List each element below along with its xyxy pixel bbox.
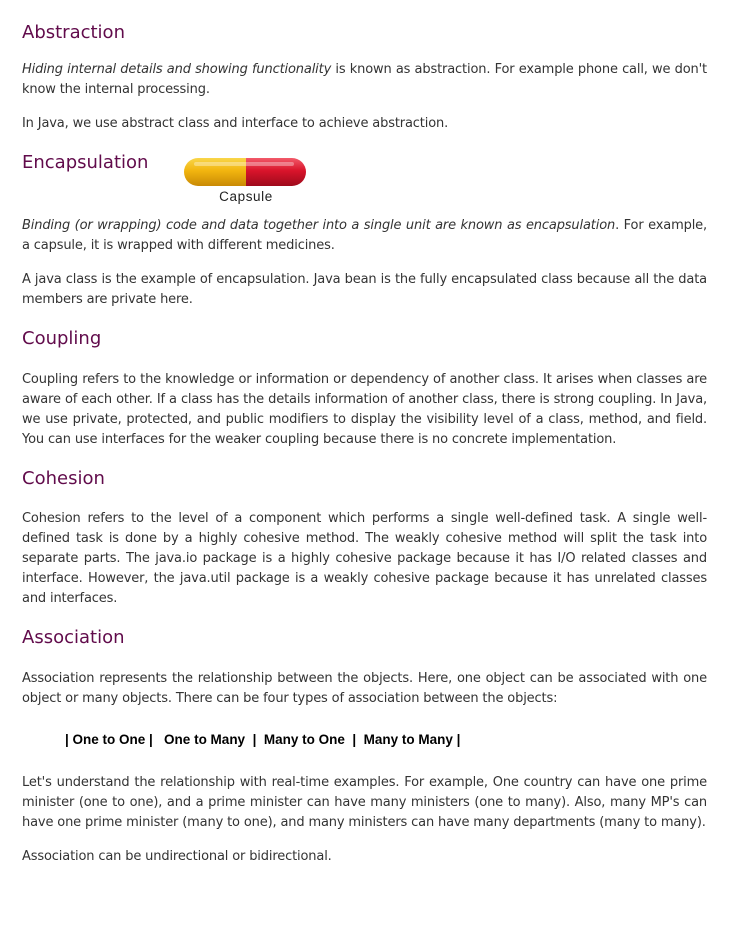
heading-coupling: Coupling bbox=[22, 328, 102, 349]
abstraction-paragraph-2: In Java, we use abstract class and interface to achieve abstraction. bbox=[22, 116, 449, 131]
heading-encapsulation: Encapsulation bbox=[22, 152, 149, 173]
capsule-pill-icon bbox=[184, 156, 308, 190]
heading-cohesion: Cohesion bbox=[22, 468, 105, 489]
abstraction-definition: Hiding internal details and showing functionality bbox=[22, 62, 332, 77]
encapsulation-paragraph-2: A java class is the example of encapsulation. Java bean is the fully encapsulated class because all the data members are private here. bbox=[22, 272, 707, 307]
abstraction-paragraph-1 bbox=[22, 60, 707, 100]
encapsulation-example: . For example, a capsule, it is wrapped with different medicines. bbox=[22, 218, 707, 253]
capsule-image bbox=[184, 156, 308, 208]
heading-association: Association bbox=[22, 627, 125, 648]
association-types: | One to One | One to Many | Many to One | Many to Many | bbox=[65, 732, 461, 747]
heading-abstraction: Abstraction bbox=[22, 22, 125, 43]
encapsulation-paragraph-1 bbox=[22, 216, 707, 256]
encapsulation-definition: Binding (or wrapping) code and data together into a single unit are known as encapsulation bbox=[22, 218, 616, 233]
capsule-label: Capsule bbox=[219, 189, 273, 204]
association-paragraph-2: Let's understand the relationship with real-time examples. For example, One country can have one prime minister (one to one), and a prime minister can have many ministers (one to many). Also, many MP's can have one prime minister (many to one), and many ministers can have many departments (many to many). bbox=[22, 775, 707, 830]
coupling-paragraph: Coupling refers to the knowledge or information or dependency of another class. It arises when classes are aware of each other. If a class has the details information of another class, there is strong coupling. In Java, we use private, protected, and public modifiers to display the visibility level of a class, method, and field. You can use interfaces for the weaker coupling because there is no concrete implementation. bbox=[22, 372, 707, 447]
association-paragraph-1: Association represents the relationship between the objects. Here, one object can be associated with one object or many objects. There can be four types of association between the objects: bbox=[22, 671, 707, 706]
association-paragraph-3: Association can be undirectional or bidirectional. bbox=[22, 849, 332, 864]
cohesion-paragraph: Cohesion refers to the level of a component which performs a single well-defined task. A single well-defined task is done by a highly cohesive method. The weakly cohesive method will split the task into separate parts. The java.io package is a highly cohesive package because it has I/O related classes and interface. However, the java.util package is a weakly cohesive package because it has unrelated classes and interfaces. bbox=[22, 511, 707, 606]
abstraction-example: is known as abstraction. For example phone call, we don't know the internal processing. bbox=[22, 62, 708, 97]
